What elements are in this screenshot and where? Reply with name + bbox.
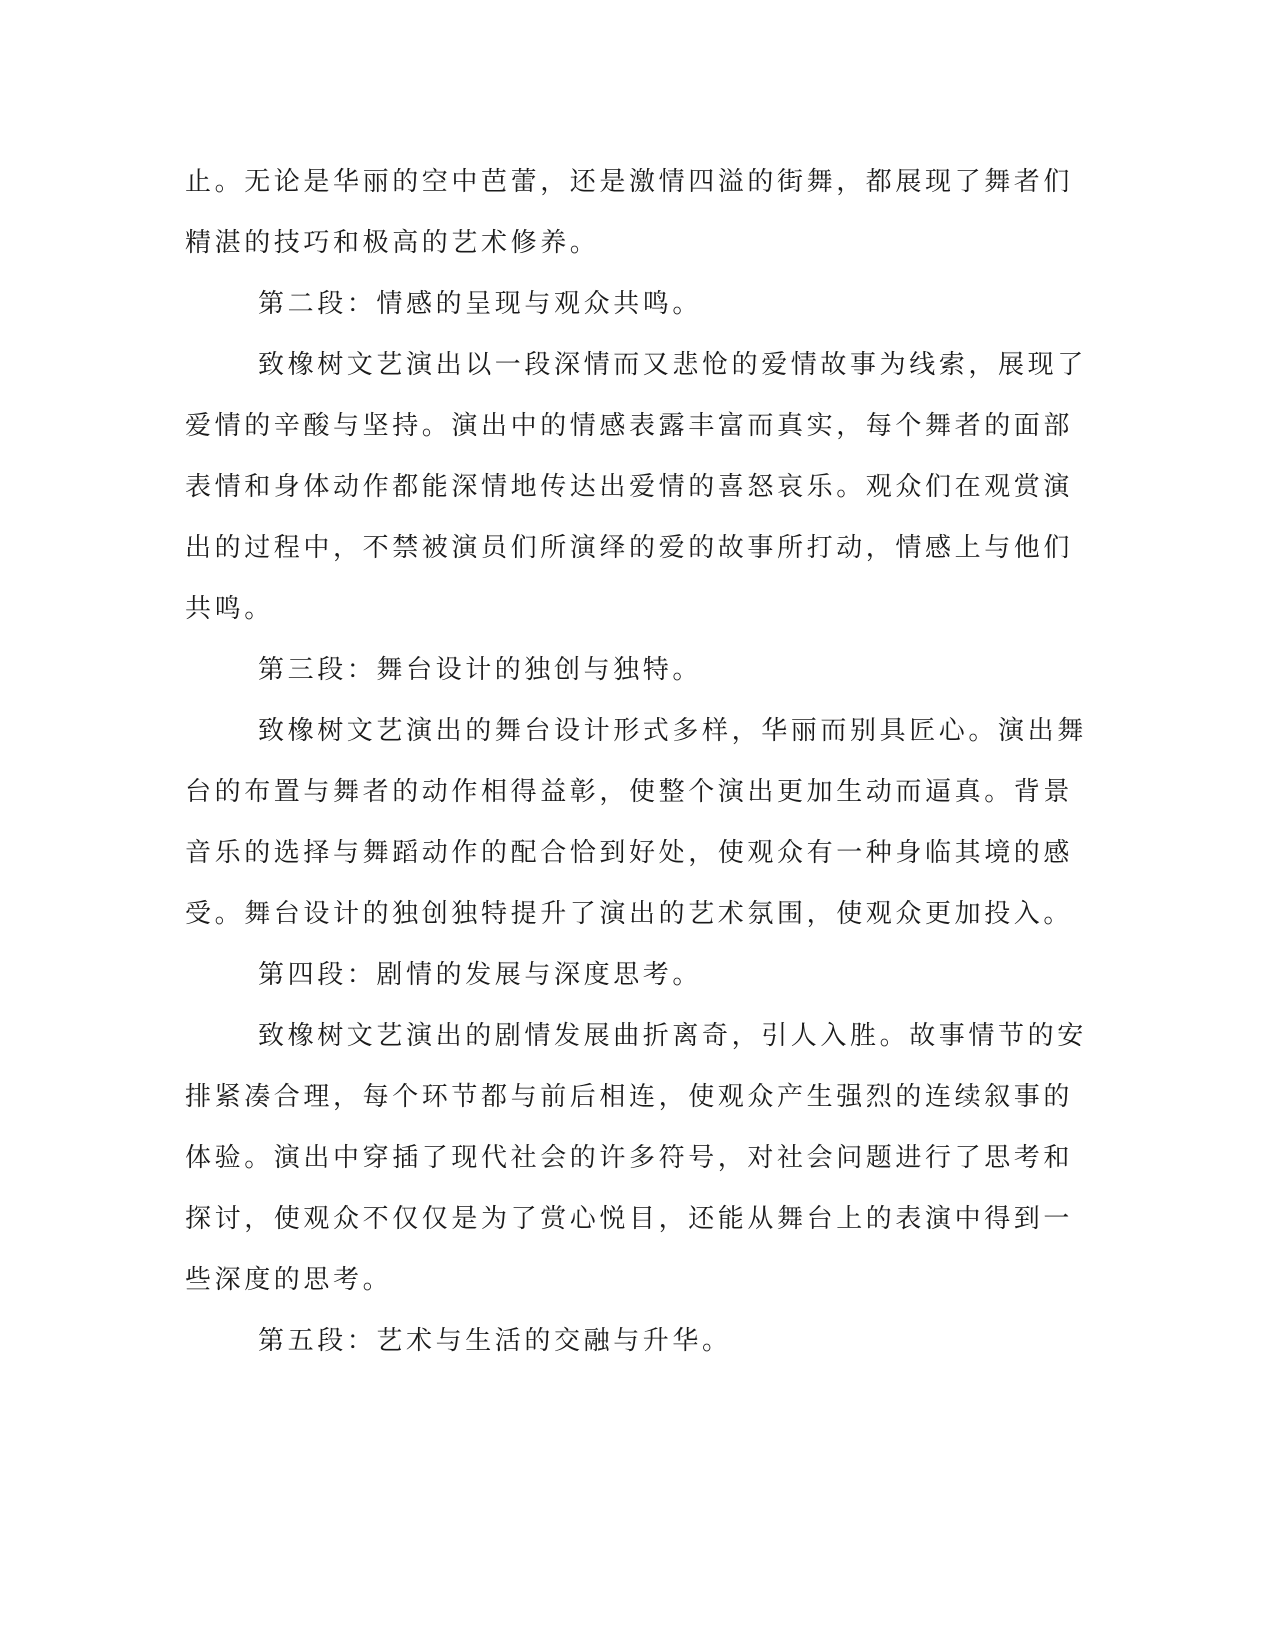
- text-line: 共鸣。: [185, 594, 274, 624]
- text-line: 台的布置与舞者的动作相得益彰，使整个演出更加生动而逼真。背景: [185, 777, 1074, 807]
- text-line: 致橡树文艺演出的剧情发展曲折离奇，引人入胜。故事情节的安: [258, 1021, 1087, 1051]
- text-line: 爱情的辛酸与坚持。演出中的情感表露丰富而真实，每个舞者的面部: [185, 411, 1074, 441]
- section-heading: 第三段：舞台设计的独创与独特。: [258, 655, 703, 685]
- text-line: 探讨，使观众不仅仅是为了赏心悦目，还能从舞台上的表演中得到一: [185, 1204, 1074, 1234]
- text-line: 音乐的选择与舞蹈动作的配合恰到好处，使观众有一种身临其境的感: [185, 838, 1074, 868]
- text-line: 止。无论是华丽的空中芭蕾，还是激情四溢的街舞，都展现了舞者们: [185, 167, 1074, 197]
- section-heading: 第四段：剧情的发展与深度思考。: [258, 960, 703, 990]
- section-heading: 第二段：情感的呈现与观众共鸣。: [258, 289, 703, 319]
- text-line: 致橡树文艺演出以一段深情而又悲怆的爱情故事为线索，展现了: [258, 350, 1087, 380]
- text-line: 表情和身体动作都能深情地传达出爱情的喜怒哀乐。观众们在观赏演: [185, 472, 1074, 502]
- text-line: 出的过程中，不禁被演员们所演绎的爱的故事所打动，情感上与他们: [185, 533, 1074, 563]
- text-line: 体验。演出中穿插了现代社会的许多符号，对社会问题进行了思考和: [185, 1143, 1074, 1173]
- text-line: 受。舞台设计的独创独特提升了演出的艺术氛围，使观众更加投入。: [185, 899, 1074, 929]
- text-line: 致橡树文艺演出的舞台设计形式多样，华丽而别具匠心。演出舞: [258, 716, 1087, 746]
- text-line: 些深度的思考。: [185, 1265, 393, 1295]
- text-line: 排紧凑合理，每个环节都与前后相连，使观众产生强烈的连续叙事的: [185, 1082, 1074, 1112]
- document-body: [185, 152, 1085, 1372]
- section-heading: 第五段：艺术与生活的交融与升华。: [258, 1326, 732, 1356]
- text-line: 精湛的技巧和极高的艺术修养。: [185, 228, 600, 258]
